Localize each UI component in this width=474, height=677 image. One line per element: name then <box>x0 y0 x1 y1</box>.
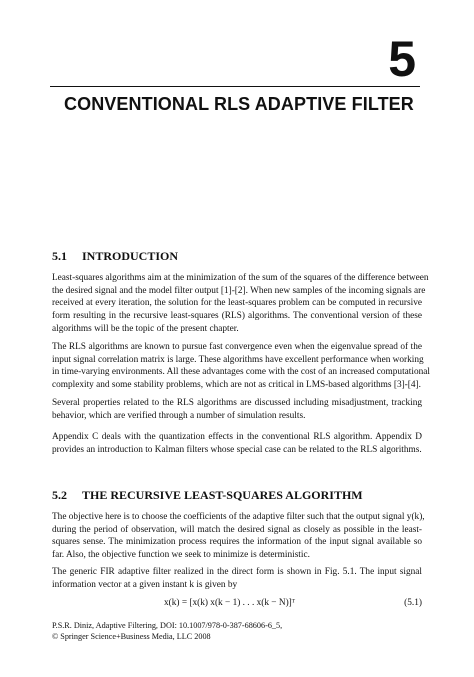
text-line: squares sense. The minimization process requires the information of the input signal available so <box>52 537 422 548</box>
text-line: form resulting in the recursive least-squares (RLS) algorithms. The conventional version of these <box>52 311 422 322</box>
page-footer <box>52 620 282 642</box>
paragraph <box>52 397 422 422</box>
text-line: Appendix C deals with the quantization effects in the conventional RLS algorithm. Appendix D <box>52 432 422 442</box>
text-line: during the period of observation, will match the desired signal as closely as possible in the least- <box>52 524 422 535</box>
text-line: behavior, which are verified through a number of simulation results. <box>52 410 306 421</box>
equation-formula: x(k) = [x(k) x(k − 1) . . . x(k − N)]ᵀ <box>164 598 296 608</box>
chapter-rule <box>50 86 420 87</box>
text-line: The objective here is to choose the coefficients of the adaptive filter such that the output signal y(k), <box>52 512 425 522</box>
text-line: algorithms will be the topic of the present chapter. <box>52 323 239 334</box>
text-line: Several properties related to the RLS algorithms are discussed including misadjustment, tracking <box>52 398 422 408</box>
paragraph <box>52 272 429 336</box>
section-heading-introduction <box>52 249 178 263</box>
equation-number: (5.1) <box>404 598 422 608</box>
text-line: far. Also, the objective function we seek to minimize is deterministic. <box>52 550 310 561</box>
text-line: in time-varying environments. All these advantages come with the cost of an increased computational <box>52 367 430 378</box>
text-line: complexity and some stability problems, which are not as critical in LMS-based algorithms [3]-[4]. <box>52 380 421 391</box>
paragraph <box>52 511 425 562</box>
text-line: The generic FIR adaptive filter realized in the direct form is shown in Fig. 5.1. The input signal <box>52 567 422 577</box>
section-number: 5.2 <box>52 488 67 502</box>
paragraph <box>52 341 430 392</box>
text-line: provides an introduction to Kalman filters whose special case can be related to the RLS algorithms. <box>52 444 422 455</box>
text-line: input signal correlation matrix is large. These algorithms have excellent performance when working <box>52 354 424 365</box>
text-line: Least-squares algorithms aim at the minimization of the sum of the squares of the difference between <box>52 273 429 283</box>
text-line: received at every iteration, the solution for the least-squares problem can be computed in recursive <box>52 298 422 309</box>
chapter-number: 5 <box>388 31 416 87</box>
section-heading-rls-algorithm <box>52 488 363 502</box>
paragraph <box>52 431 422 456</box>
text-line: the desired signal and the model filter output [1]-[2]. When new samples of the incoming signals are <box>52 285 426 296</box>
chapter-title: CONVENTIONAL RLS ADAPTIVE FILTER <box>64 94 414 114</box>
paragraph <box>52 566 422 591</box>
section-title: THE RECURSIVE LEAST-SQUARES ALGORITHM <box>82 488 363 502</box>
text-line: The RLS algorithms are known to pursue fast convergence even when the eigenvalue spread of the <box>52 342 422 352</box>
section-number: 5.1 <box>52 249 67 263</box>
copyright-line: © Springer Science+Business Media, LLC 2008 <box>52 632 211 641</box>
citation-line: P.S.R. Diniz, Adaptive Filtering, DOI: 10.1007/978-0-387-68606-6_5, <box>52 621 283 630</box>
section-title: INTRODUCTION <box>82 249 179 263</box>
text-line: information vector at a given instant k is given by <box>52 579 238 590</box>
